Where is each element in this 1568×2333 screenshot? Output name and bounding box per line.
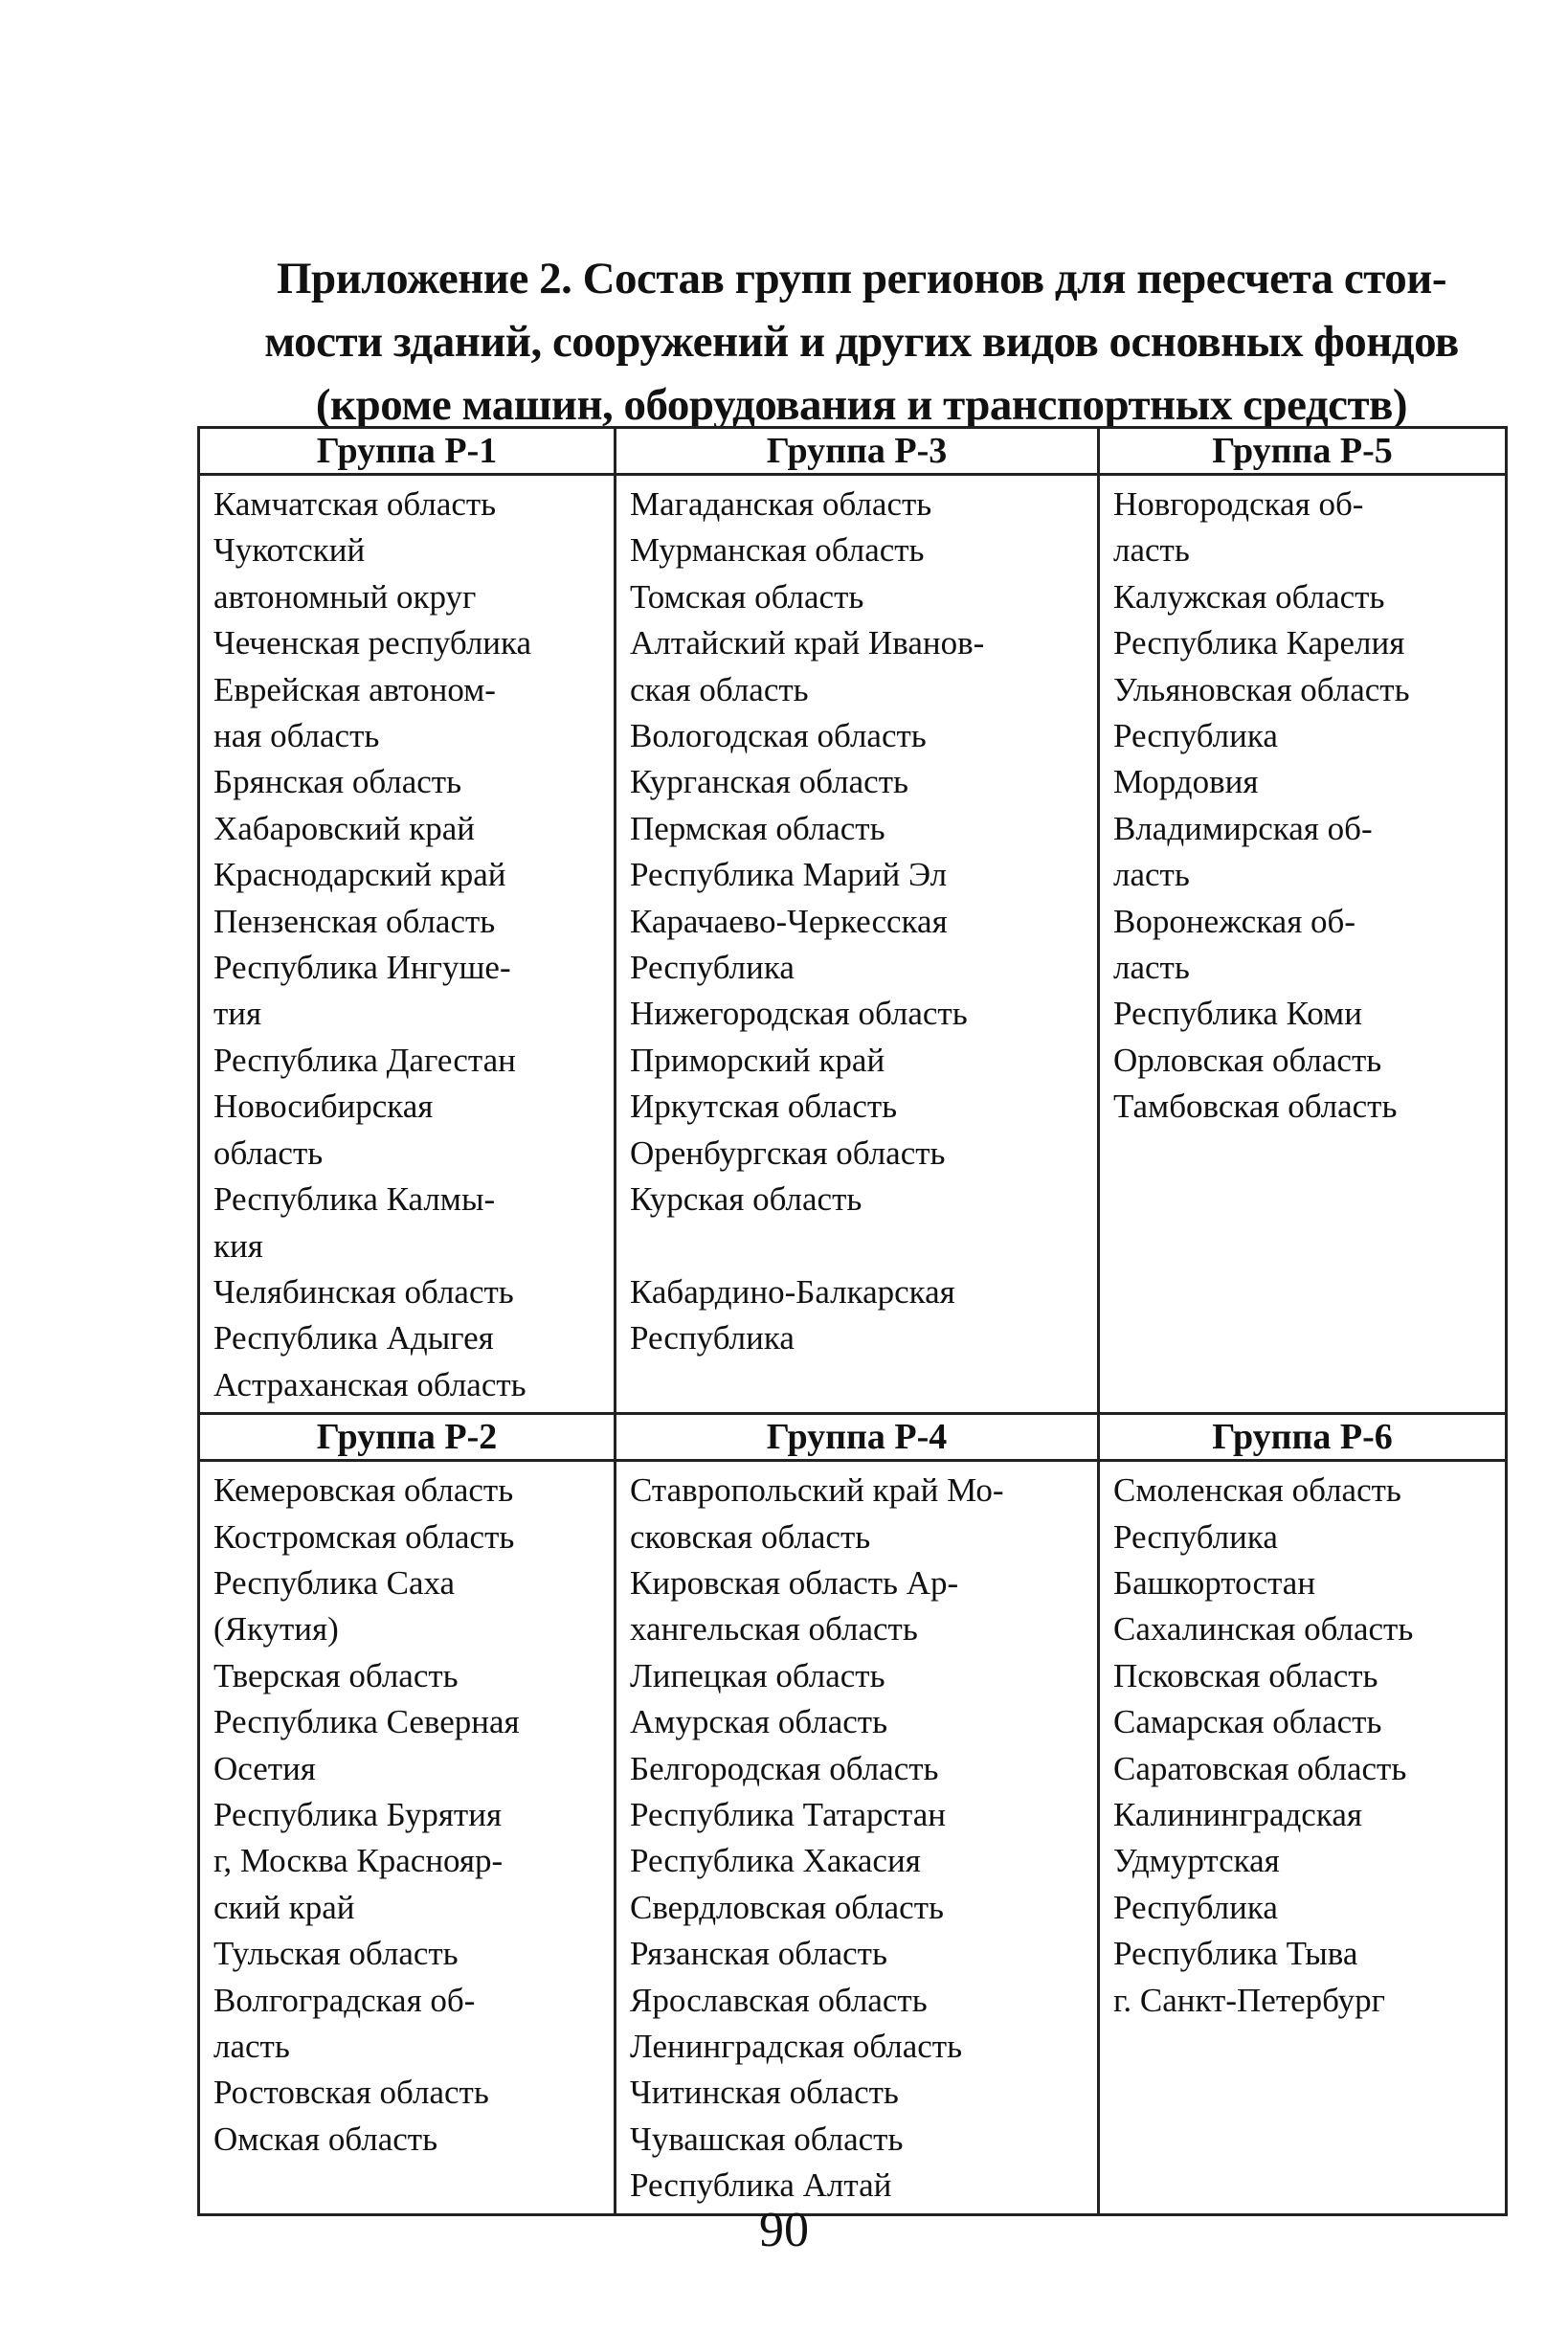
group-header-p1: Группа Р-1 — [199, 428, 616, 475]
region-line: Ростовская область — [213, 2074, 489, 2112]
region-line: Курганская область — [630, 763, 908, 801]
region-line: Хабаровский край — [213, 809, 475, 847]
region-line: Краснодарский край — [213, 856, 506, 894]
region-line: Орловская область — [1113, 1041, 1382, 1079]
region-line: Свердловская область — [630, 1888, 944, 1926]
title-line: (кроме машин, оборудования и транспортных средств) — [315, 380, 1408, 430]
region-line: г, Москва Краснояр- — [213, 1842, 504, 1880]
group-list-p5 — [1099, 475, 1507, 1414]
region-line: Амурская область — [630, 1703, 888, 1741]
region-line: Костромская область — [213, 1517, 515, 1556]
region-line: Республика Адыгея — [213, 1319, 494, 1357]
region-line: Кемеровская область — [213, 1471, 514, 1510]
region-line: хангельская область — [630, 1610, 918, 1649]
region-line: Смоленская область — [1113, 1471, 1401, 1510]
region-line: Республика — [1113, 1888, 1278, 1926]
title-line: Приложение 2. Состав групп регионов для пересчета стои- — [277, 254, 1446, 303]
region-line: Самарская область — [1113, 1703, 1382, 1741]
region-line: Липецкая область — [630, 1656, 885, 1694]
region-line: Волгоградская об- — [213, 1981, 476, 2019]
region-line: Курская область — [630, 1180, 862, 1219]
region-line: ская область — [630, 670, 809, 708]
group-header-p2: Группа Р-2 — [199, 1414, 616, 1461]
region-line: Омская область — [213, 2120, 438, 2158]
region-line: Мордовия — [1113, 763, 1259, 801]
region-line: Республика Бурятия — [213, 1795, 503, 1833]
region-line: Читинская область — [630, 2074, 899, 2112]
region-line: Чукотский — [213, 531, 366, 570]
group-header-p6: Группа Р-6 — [1099, 1414, 1507, 1461]
region-line: Кировская область Ар- — [630, 1563, 959, 1602]
region-line: Удмуртская — [1113, 1842, 1280, 1880]
region-line: Томская область — [630, 577, 864, 616]
region-line: Приморский край — [630, 1041, 885, 1079]
region-line: автономный округ — [213, 577, 477, 616]
region-line: кия — [213, 1226, 263, 1265]
region-line: Осетия — [213, 1749, 316, 1787]
region-groups-table — [197, 426, 1508, 2216]
region-line: тия — [213, 995, 262, 1033]
region-line: Республика — [1113, 717, 1278, 755]
region-line: Сахалинская область — [1113, 1610, 1414, 1649]
region-line: Республика — [630, 949, 795, 987]
group-header-p4: Группа Р-4 — [616, 1414, 1099, 1461]
group-list-p1 — [199, 475, 616, 1414]
region-line: Ленинградская область — [630, 2028, 963, 2065]
region-line: ласть — [1113, 531, 1190, 570]
region-line: Республика — [1113, 1517, 1278, 1556]
region-line: Ярославская область — [630, 1981, 928, 2019]
region-line: Брянская область — [213, 763, 462, 801]
region-line: Тверская область — [213, 1656, 459, 1694]
group-header-p5: Группа Р-5 — [1099, 428, 1507, 475]
region-line: Пензенская область — [213, 902, 496, 940]
region-line: Магаданская область — [630, 485, 932, 523]
title-line: мости зданий, сооружений и других видов основных фондов — [264, 317, 1459, 367]
region-line: Псковская область — [1113, 1656, 1378, 1694]
region-line: область — [213, 1133, 324, 1172]
region-line: Белгородская область — [630, 1749, 939, 1787]
region-line: Астраханская область — [213, 1365, 526, 1403]
header-row — [199, 1414, 1507, 1461]
region-line: Республика Саха — [213, 1563, 456, 1602]
region-line: Тульская область — [213, 1935, 459, 1973]
region-line: Калужская область — [1113, 577, 1385, 616]
region-line: сковская область — [630, 1517, 871, 1556]
region-line: Чувашская область — [630, 2120, 904, 2158]
region-line: Ставропольский край Мо- — [630, 1471, 1004, 1510]
region-line: г. Санкт-Петербург — [1113, 1981, 1385, 2019]
region-line: Республика — [630, 1319, 795, 1357]
region-line: Саратовская область — [1113, 1749, 1407, 1787]
region-line: Республика Калмы- — [213, 1180, 496, 1219]
region-line: Нижегородская область — [630, 995, 968, 1033]
region-line: Карачаево-Черкесская — [630, 902, 948, 940]
region-line: Кабардино-Балкарская — [630, 1272, 955, 1311]
region-line: Пермская область — [630, 809, 885, 847]
region-line: ласть — [213, 2028, 290, 2065]
region-line: Республика Дагестан — [213, 1041, 516, 1079]
region-line: Калининградская — [1113, 1795, 1362, 1833]
region-line: Иркутская область — [630, 1088, 898, 1126]
region-line: Республика Карелия — [1113, 624, 1405, 662]
header-row — [199, 428, 1507, 475]
table-row — [199, 475, 1507, 1414]
region-line: Башкортостан — [1113, 1563, 1316, 1602]
region-line — [630, 1223, 1093, 1269]
region-line: Вологодская область — [630, 717, 927, 755]
group-list-p4 — [616, 1461, 1099, 2215]
group-list-p6 — [1099, 1461, 1507, 2215]
region-line: ласть — [1113, 949, 1190, 987]
table-row — [199, 1461, 1507, 2215]
page-number: 90 — [759, 2203, 809, 2257]
region-line: Ульяновская область — [1113, 670, 1410, 708]
region-line: Республика Марий Эл — [630, 856, 948, 894]
region-line: Оренбургская область — [630, 1133, 946, 1172]
region-line: Республика Ингуше- — [213, 949, 511, 987]
region-line: ский край — [213, 1888, 355, 1926]
region-line: Алтайский край Иванов- — [630, 624, 985, 662]
region-line: Камчатская область — [213, 485, 497, 523]
region-line: Тамбовская область — [1113, 1088, 1398, 1126]
region-line: Воронежская об- — [1113, 902, 1356, 940]
region-line: Рязанская область — [630, 1935, 887, 1973]
page-title — [230, 247, 1493, 437]
region-line: Республика Татарстан — [630, 1795, 947, 1833]
region-line: Чеченская республика — [213, 624, 532, 662]
region-line: ласть — [1113, 856, 1190, 894]
group-list-p2 — [199, 1461, 616, 2215]
region-line: Мурманская область — [630, 531, 925, 570]
region-line: Республика Северная — [213, 1703, 520, 1741]
group-list-p3 — [616, 475, 1099, 1414]
region-line: Челябинская область — [213, 1272, 514, 1311]
region-line: Новосибирская — [213, 1088, 434, 1126]
region-line: Новгородская об- — [1113, 485, 1364, 523]
region-line: Республика Алтай — [630, 2166, 892, 2205]
region-line: ная область — [213, 717, 380, 755]
group-header-p3: Группа Р-3 — [616, 428, 1099, 475]
region-line: Владимирская об- — [1113, 809, 1373, 847]
region-line: Республика Тыва — [1113, 1935, 1358, 1973]
region-line: Республика Хакасия — [630, 1842, 921, 1880]
region-line: Еврейская автоном- — [213, 670, 496, 708]
region-line: Республика Коми — [1113, 995, 1362, 1033]
region-line: (Якутия) — [213, 1610, 339, 1649]
